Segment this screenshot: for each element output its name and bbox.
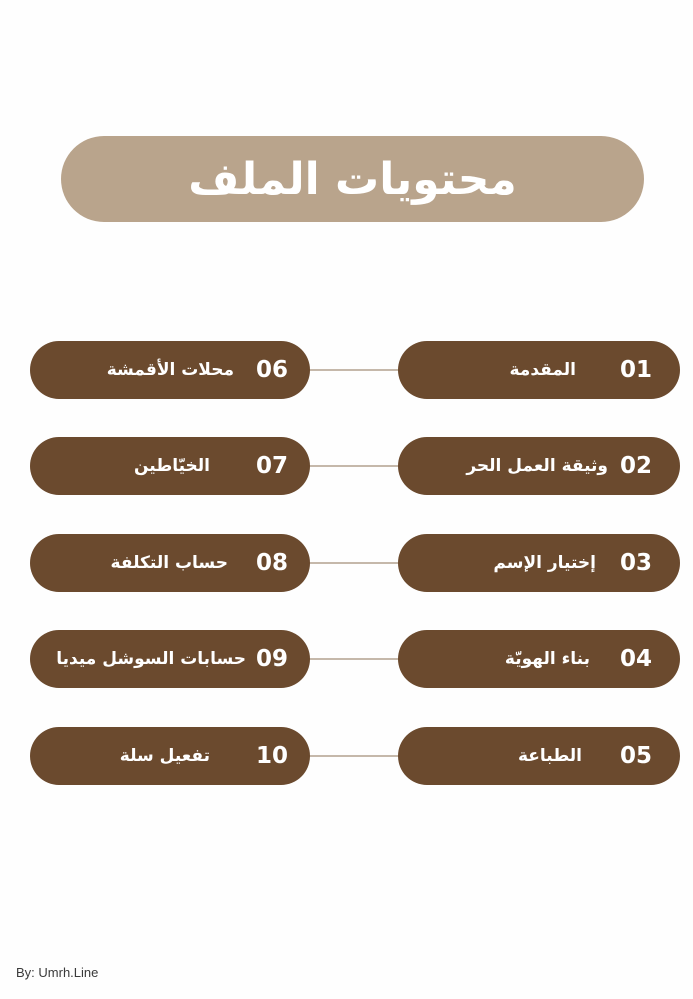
- item-number: 03: [619, 550, 652, 576]
- item-number: 04: [619, 646, 652, 672]
- item-number: 09: [255, 646, 288, 672]
- toc-item-09[interactable]: [30, 630, 310, 688]
- item-label: بناء الهويّة: [504, 649, 590, 669]
- page-title: محتويات الملف: [188, 153, 517, 205]
- toc-item-05[interactable]: [398, 727, 680, 785]
- toc-row: [0, 437, 693, 495]
- item-number: 07: [255, 453, 288, 479]
- toc-item-10[interactable]: [30, 727, 310, 785]
- toc-item-06[interactable]: [30, 341, 310, 399]
- connector-line: [305, 755, 405, 757]
- item-label: محلات الأقمشة: [106, 360, 234, 380]
- toc-item-03[interactable]: [398, 534, 680, 592]
- toc-item-07[interactable]: [30, 437, 310, 495]
- item-number: 08: [255, 550, 288, 576]
- toc-item-02[interactable]: [398, 437, 680, 495]
- item-number: 02: [619, 453, 652, 479]
- toc-row: [0, 630, 693, 688]
- connector-line: [305, 562, 405, 564]
- author-credit: By: Umrh.Line: [16, 965, 99, 980]
- toc-item-01[interactable]: [398, 341, 680, 399]
- item-number: 06: [255, 357, 288, 383]
- item-number: 01: [619, 357, 652, 383]
- item-label: المقدمة: [509, 360, 576, 380]
- item-label: الخيّاطين: [133, 456, 210, 476]
- connector-line: [305, 465, 405, 467]
- toc-row: [0, 341, 693, 399]
- item-label: إختيار الإسم: [493, 553, 596, 573]
- connector-line: [305, 658, 405, 660]
- item-number: 05: [619, 743, 652, 769]
- item-label: حسابات السوشل ميديا: [56, 649, 246, 669]
- item-label: حساب التكلفة: [110, 553, 228, 573]
- connector-line: [305, 369, 405, 371]
- toc-item-04[interactable]: [398, 630, 680, 688]
- toc-row: [0, 727, 693, 785]
- toc-item-08[interactable]: [30, 534, 310, 592]
- item-number: 10: [255, 743, 288, 769]
- item-label: وثيقة العمل الحر: [466, 456, 608, 476]
- title-banner: [61, 136, 644, 222]
- item-label: تفعيل سلة: [119, 746, 210, 766]
- toc-row: [0, 534, 693, 592]
- item-label: الطباعة: [517, 746, 582, 766]
